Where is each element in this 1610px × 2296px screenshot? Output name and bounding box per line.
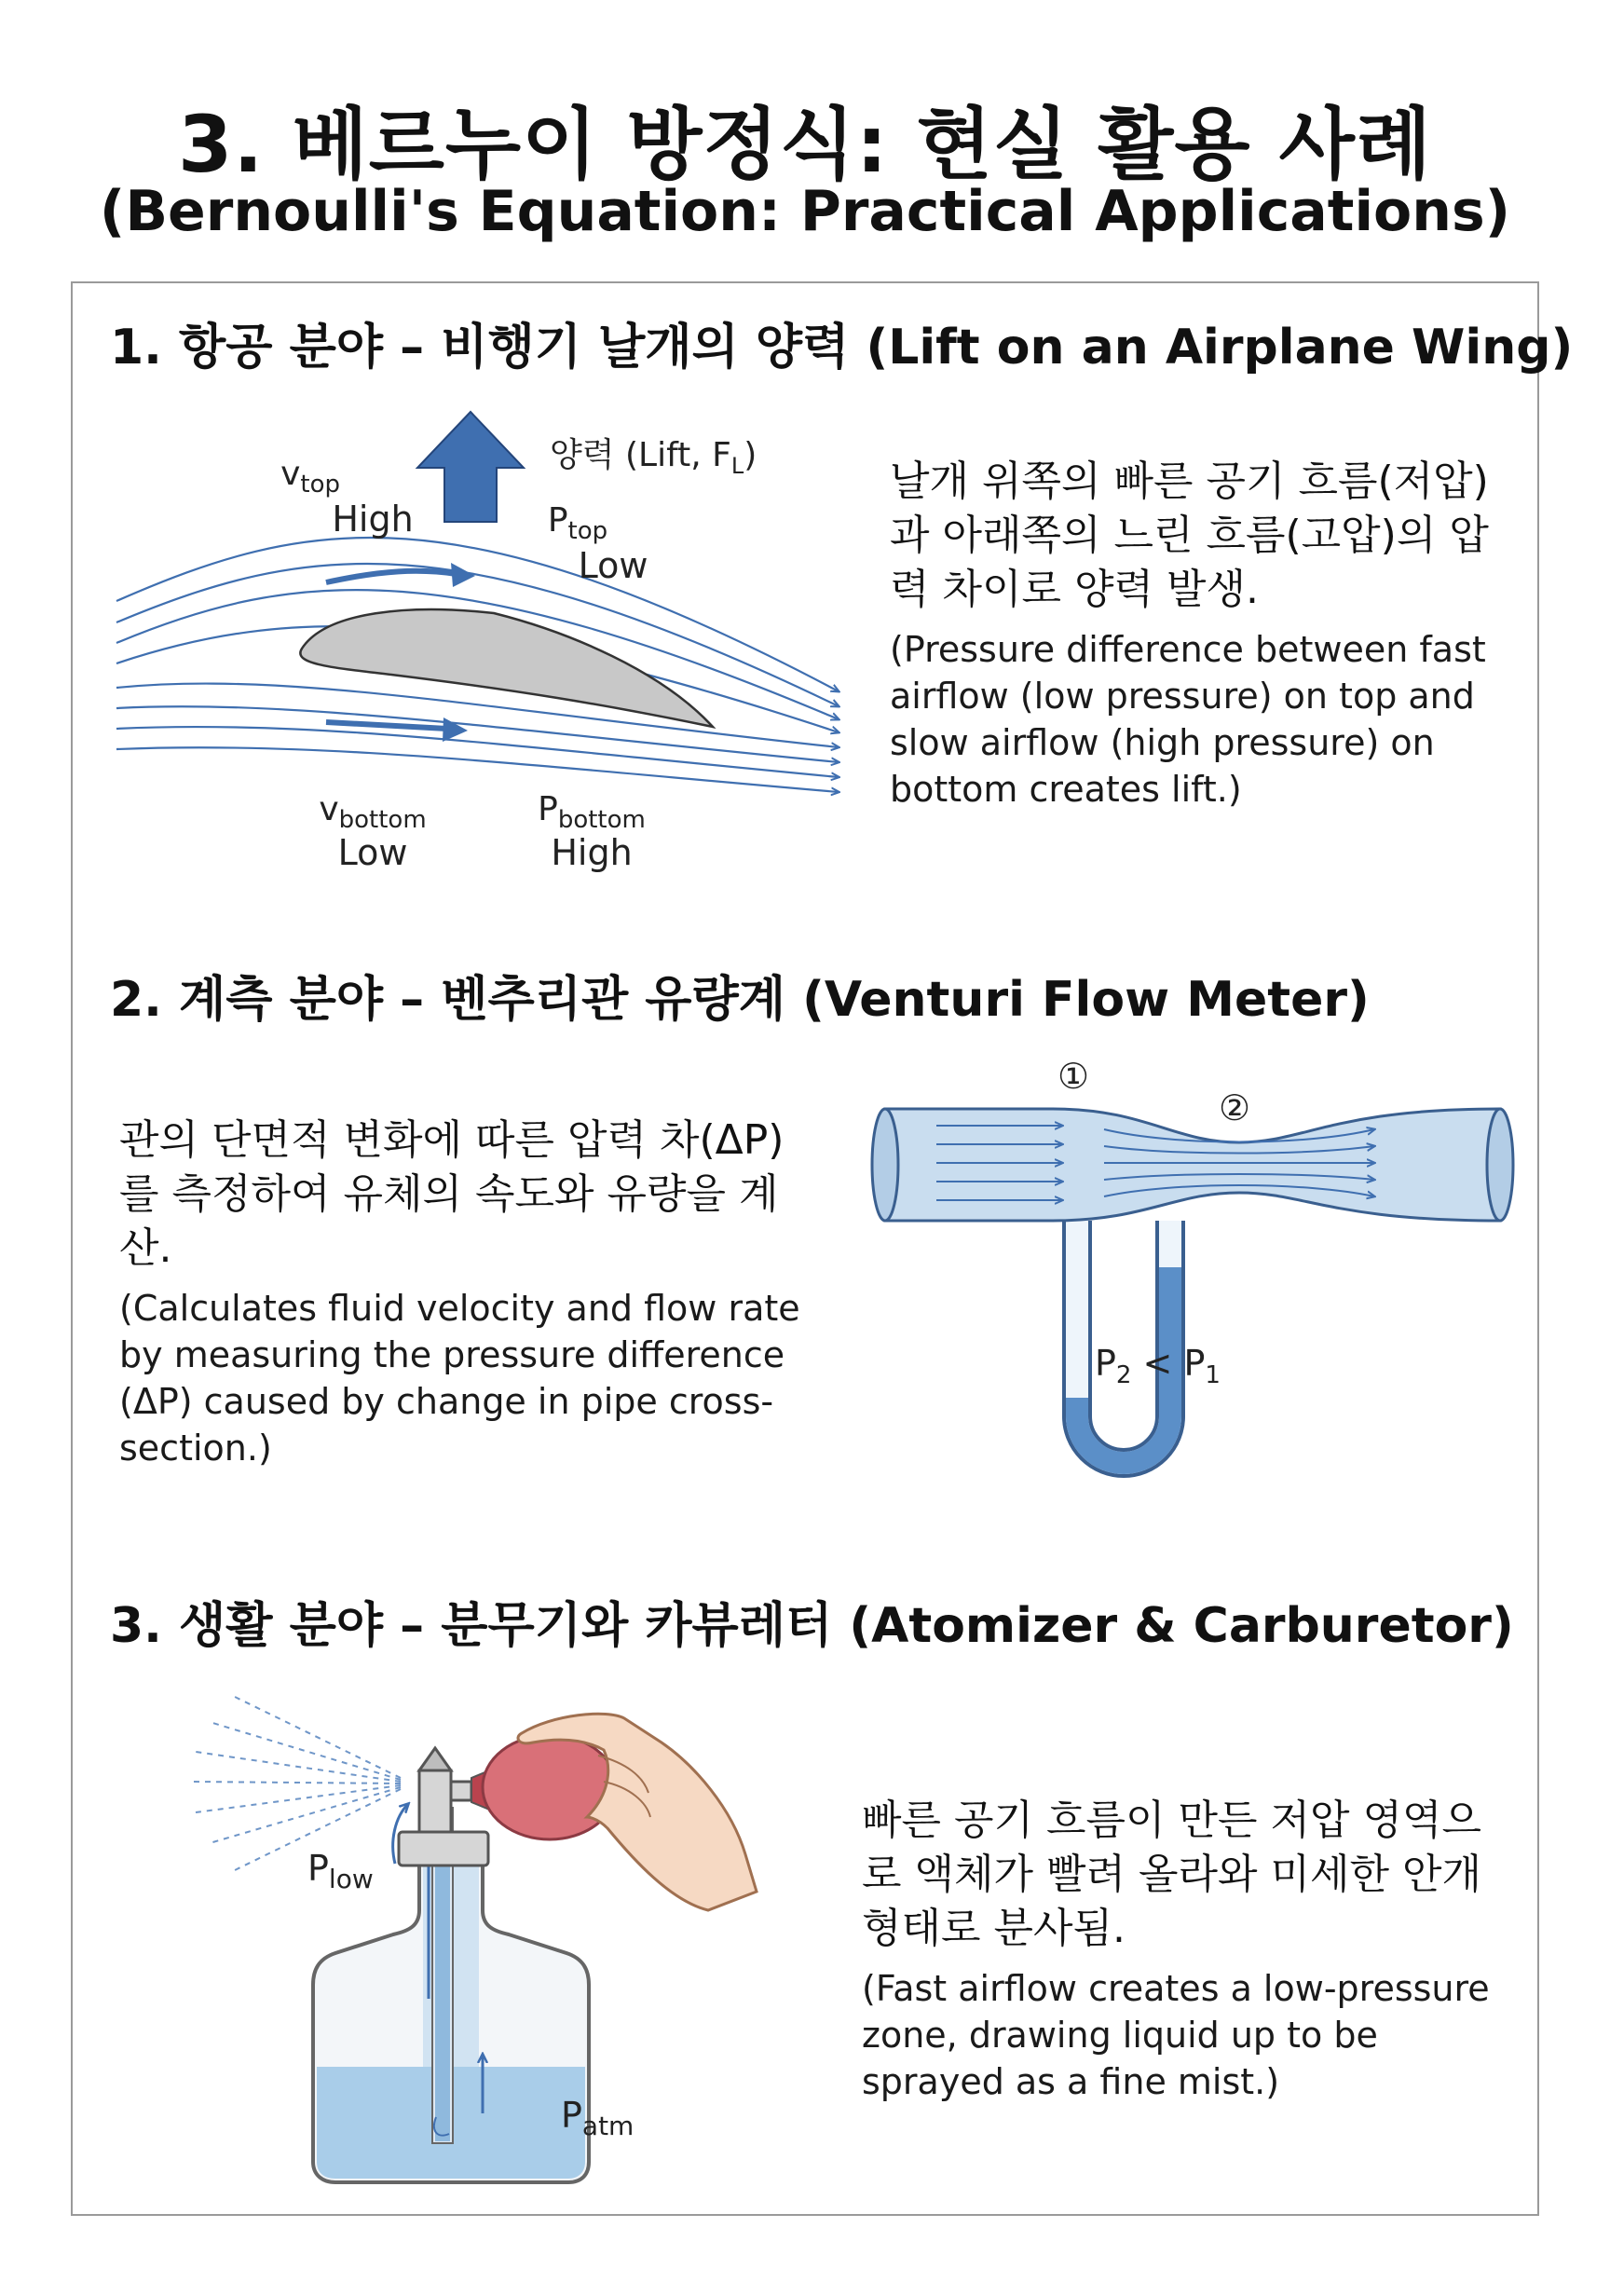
p-top-value: Low <box>578 545 648 586</box>
bottom-velocity-arrow <box>326 722 447 729</box>
sprayer-cap <box>399 1832 488 1866</box>
airfoil-wing <box>300 609 713 727</box>
venturi-diagram <box>866 1044 1519 1510</box>
v-bottom-value: Low <box>337 832 408 873</box>
top-velocity-arrow <box>326 571 457 582</box>
section-2-title: 2. 계측 분야 – 벤추리관 유량계 (Venturi Flow Meter) <box>110 972 1370 1028</box>
v-top-value: High <box>332 499 414 540</box>
atomizer-diagram <box>186 1677 764 2199</box>
spray-mist <box>191 1696 401 1871</box>
section-1-desc-en: (Pressure difference between fast airflow (low pressure) on top and slow airflow (high pressure) on bottom creates lift.) <box>890 629 1486 810</box>
section-3-title: 3. 생활 분야 – 분무기와 카뷰레터 (Atomizer & Carburetor) <box>110 1598 1514 1654</box>
u-tube-manometer <box>1077 1221 1170 1463</box>
section-2-desc-en: (Calculates fluid velocity and flow rate by measuring the pressure difference (ΔP) caused by change in pipe cross-section.) <box>119 1288 800 1469</box>
point-2-label: ② <box>1218 1087 1251 1128</box>
p-top-label: $P_{top}$ <box>547 501 608 545</box>
section-1-desc-ko: 날개 위쪽의 빠른 공기 흐름(저압)과 아래쪽의 느린 흐름(고압)의 압력 차이로 양력 발생. <box>890 458 1489 613</box>
page-title: 3. 베르누이 방정식: 현실 활용 사례 <box>177 99 1433 190</box>
squeeze-bulb <box>483 1735 617 1839</box>
sprayer-connector <box>451 1782 471 1800</box>
section-3-description <box>862 1794 1505 2105</box>
pipe-outlet-end <box>1487 1109 1513 1221</box>
p-low-label: $P_{low}$ <box>307 1848 374 1894</box>
point-1-label: ① <box>1057 1056 1090 1097</box>
streamline <box>116 684 839 747</box>
p-bottom-value: High <box>551 832 633 873</box>
section-2-desc-ko: 관의 단면적 변화에 따른 압력 차(ΔP)를 측정하여 유체의 속도와 유량을 계산. <box>119 1116 785 1272</box>
bottom-velocity-arrowhead <box>443 718 468 742</box>
page-subtitle: (Bernoulli's Equation: Practical Applications) <box>99 179 1511 244</box>
top-velocity-arrowhead <box>451 563 475 587</box>
p-bottom-label: $P_{bottom}$ <box>538 790 646 834</box>
v-top-label: $v_{top}$ <box>280 455 340 499</box>
streamline <box>116 747 839 792</box>
sprayer-nozzle <box>419 1748 451 1770</box>
v-bottom-label: $v_{bottom}$ <box>319 790 427 834</box>
section-1-description <box>890 455 1514 813</box>
section-1-title: 1. 항공 분야 – 비행기 날개의 양력 (Lift on an Airplane Wing) <box>110 320 1574 376</box>
airfoil-diagram <box>102 391 866 895</box>
lift-label: 양력 (Lift, $F_L$) <box>550 436 757 479</box>
p-atm-label: $P_{atm}$ <box>561 2095 634 2141</box>
pressure-relation-label: $P_2 < P_1$ <box>1095 1343 1221 1389</box>
section-3-desc-ko: 빠른 공기 흐름이 만든 저압 영역으로 액체가 빨려 올라와 미세한 안개 형태로 분사됨. <box>862 1797 1481 1952</box>
pipe-inlet-end <box>872 1109 898 1221</box>
section-3-desc-en: (Fast airflow creates a low-pressure zone, drawing liquid up to be sprayed as a fine mist.) <box>862 1968 1490 2102</box>
sprayer-stem <box>419 1770 451 1832</box>
lift-arrow <box>417 412 524 522</box>
section-2-description <box>119 1114 809 1471</box>
